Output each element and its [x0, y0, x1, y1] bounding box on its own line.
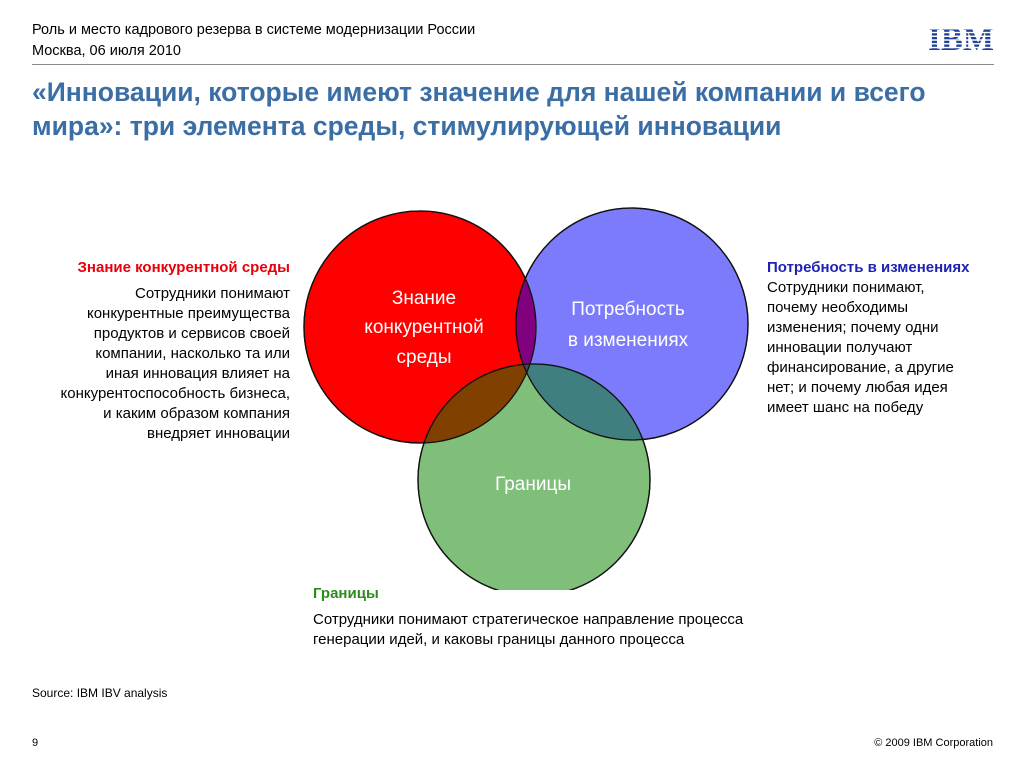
competitive-knowledge-heading: Знание конкурентной среды — [77, 259, 290, 276]
ibm-logo-text: IBM — [928, 22, 994, 52]
source-note: Source: IBM IBV analysis — [32, 686, 168, 700]
red-circle-label-1: Знание — [391, 288, 457, 309]
need-for-change-block — [767, 258, 977, 418]
page-number: 9 — [32, 737, 39, 749]
need-for-change-heading: Потребность в изменениях — [767, 259, 970, 276]
venn-diagram — [300, 200, 760, 590]
slide-title: «Инновации, которые имеют значение для нашей компании и всего мира»: три элемента среды, стимулирующей инновации — [32, 77, 926, 141]
blue-circle-label-2: в изменениях — [567, 330, 689, 351]
header-date: Москва, 06 июля 2010 — [32, 43, 181, 59]
header-title: Роль и место кадрового резерва в системе модернизации России — [32, 22, 476, 38]
green-circle-label: Границы — [495, 474, 571, 495]
copyright: © 2009 IBM Corporation — [874, 737, 993, 749]
boundaries-block — [313, 584, 783, 650]
need-for-change-body: Сотрудники понимают, почему необходимы изменения; почему одни инновации получают финансирование, а другие нет; и почему любая идея имеет шанс на победу — [767, 279, 954, 416]
red-circle-label-2: конкурентной — [364, 317, 484, 338]
boundaries-heading: Границы — [313, 585, 379, 602]
ibm-logo — [928, 22, 994, 52]
header-divider — [32, 64, 994, 65]
blue-circle-label-1: Потребность — [571, 299, 685, 320]
competitive-knowledge-body: Сотрудники понимают конкурентные преимущества продуктов и сервисов своей компании, насколько та или иная инновация влияет на конкурентоспособность бизнеса, и каким образом компания внедряет инновации — [60, 285, 290, 442]
boundaries-body: Сотрудники понимают стратегическое направление процесса генерации идей, и каковы границы данного процесса — [313, 611, 744, 648]
red-circle-label-3: среды — [396, 347, 452, 368]
competitive-knowledge-block — [60, 258, 290, 444]
